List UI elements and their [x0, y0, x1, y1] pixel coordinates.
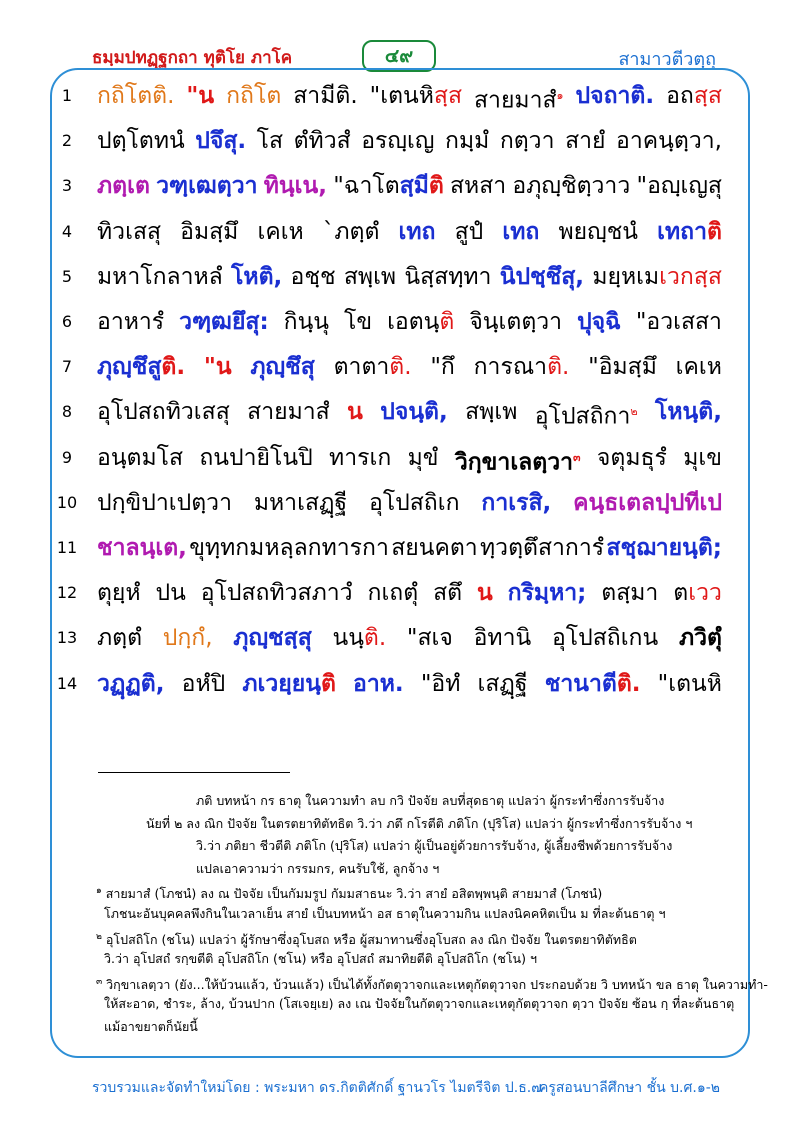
line-number: 9: [61, 447, 73, 467]
word: กถิโตติ.: [97, 83, 175, 109]
line-text: [97, 121, 722, 161]
word: อาห.: [353, 670, 404, 697]
word: มุเข: [683, 444, 722, 471]
line-text: [97, 664, 722, 704]
word: ภุญฺชสฺสุ: [233, 625, 312, 652]
word: สายมาสํ: [247, 399, 330, 426]
word: กตฺวา: [499, 128, 555, 155]
text-line: [0, 438, 800, 478]
text-line: [0, 302, 800, 342]
word: มุขํ: [407, 444, 439, 471]
text-line: [0, 528, 800, 568]
word: อภุญฺชิตฺวาว: [512, 173, 631, 200]
footnote-divider: [98, 772, 290, 773]
footnote-line: $^๓$ วิกฺขาเลตฺวา (ยัง...ให้บ้วนแล้ว, บ้วนแล้ว) เป็นได้ทั้งกัตตุวาจกและเหตุกัตตุวาจก ประกอบด้วย วิ บทหน้า ขล ธาตุ ในความทำ-: [96, 976, 768, 992]
text-line: [0, 664, 800, 704]
line-number: 13: [56, 628, 78, 648]
word: นิสฺสทฺทา: [404, 263, 492, 290]
word: ทินฺเน,: [263, 173, 327, 200]
word: ปกฺขิปาเปตฺวา: [97, 489, 232, 516]
text-line: [0, 257, 800, 297]
word: ปตฺโตทนํ: [97, 128, 185, 155]
line-number: 7: [61, 357, 73, 377]
word: มหาโกลาหลํ: [97, 263, 223, 290]
word: โหติ,: [231, 263, 283, 290]
footnote-line: $^๒$ อุโปสถิโก (ชโน) แปลว่า ผู้รักษาซึ่งอุโบสถ หรือ ผู้สมาทานซึ่งอุโบสถ ลง ณิก ปัจจัย ในตรตยาทิตัทธิต: [96, 931, 637, 947]
word: ภตฺตํ: [97, 625, 143, 652]
footnote-number: ๓: [96, 976, 103, 987]
word: น: [477, 580, 493, 607]
line-text: [97, 347, 722, 387]
line-number: 2: [61, 131, 73, 151]
word: สูปํ: [454, 218, 484, 245]
line-text: [97, 438, 722, 483]
word: สยนคตา: [391, 535, 478, 561]
word: น: [347, 399, 363, 426]
word: อรญฺเญ: [361, 128, 435, 155]
word: สตึ: [433, 580, 463, 607]
word: เอตนฺติ: [387, 309, 455, 335]
word: เคเห: [675, 354, 722, 381]
line-text: [97, 483, 722, 523]
word: ปน: [155, 580, 186, 607]
line-number: 6: [61, 312, 73, 331]
word: "อญฺเญสุ: [636, 173, 722, 200]
line-text: [97, 618, 722, 658]
word: มยฺหเมเวกสฺส: [592, 263, 722, 290]
word: เทถาติ: [657, 218, 722, 245]
word: ปจนฺติ,: [380, 399, 448, 426]
word: อหํปิ: [181, 670, 226, 697]
text-line: [0, 573, 800, 613]
word: นนฺติ.: [332, 625, 387, 652]
word: ถนปายิโนปิ: [199, 444, 313, 471]
footer-teacher: ครูสอนบาลีศึกษา ชั้น บ.ศ.๑-๒: [538, 1080, 720, 1096]
word: กมฺมํ: [445, 128, 490, 155]
line-text: [97, 528, 722, 568]
word: ปกฺกํ,: [162, 625, 213, 652]
word: พยญฺชนํ: [558, 218, 639, 245]
word: สามีติ.: [293, 83, 358, 109]
word: อุโปสถทิวสภาวํ: [200, 580, 353, 607]
footnote-marker: ๓: [573, 450, 581, 464]
word: ภุญฺชึสูติ.: [97, 354, 186, 381]
footnote-line: นัยที่ ๒ ลง ณิก ปัจจัย ในตรตยาทิตัทธิต วิ.ว่า ภตึ กโรตีติ ภติโก (ปุริโส) แปลว่า ผู้กระทำซึ่งการรับจ้าง ฯ: [146, 815, 693, 831]
word: ภวิตุํ: [678, 625, 722, 652]
line-number: 4: [61, 221, 73, 241]
word: เทถ: [502, 218, 540, 245]
word: การณาติ.: [473, 354, 570, 381]
text-line: [0, 392, 800, 432]
word: ชานาตีติ.: [544, 670, 641, 697]
text-line: [0, 76, 800, 116]
line-number: 3: [61, 176, 73, 196]
word: ทฺวตฺตึสาการํ: [480, 535, 605, 561]
footnote-number: ๒: [96, 931, 102, 942]
word: "ฉาโตสฺมีติ: [333, 173, 444, 200]
word: ทิวเสสุ: [97, 218, 162, 245]
word: สายมาสํ$^๑$: [473, 87, 564, 114]
line-number: 1: [61, 86, 73, 105]
footer-compiler: รวบรวมและจัดทำใหม่โดย : พระมหา ดร.กิตติศักดิ์ ฐานวโร ไมตรีจิต ป.ธ.๗: [92, 1080, 542, 1096]
word: ทารเก: [329, 444, 392, 471]
text-line: [0, 618, 800, 658]
word: ตาตาติ.: [333, 354, 412, 381]
word: จินฺเตตฺวา: [469, 309, 563, 335]
word: ปจึสุ.: [195, 128, 247, 155]
word: ตํทิวสํ: [293, 128, 351, 155]
word: "น: [186, 83, 215, 109]
page-number-badge: ๔๙: [362, 40, 436, 72]
line-text: [97, 257, 722, 297]
line-number: 8: [61, 402, 73, 422]
word: ปุจฺฉิ: [577, 309, 621, 335]
word: อุโปสถิกา$^๒$: [534, 404, 638, 431]
text-line: [0, 121, 800, 161]
word: กริมฺหา;: [507, 580, 587, 607]
word: มหาเสฏฺฐี: [253, 489, 348, 516]
line-number: 12: [56, 583, 78, 603]
word: "เตนหิสฺส: [369, 83, 462, 109]
word: กินฺนุ: [283, 309, 330, 335]
line-number: 11: [56, 538, 78, 557]
word: โส: [256, 128, 284, 155]
word: "กึ: [430, 354, 455, 381]
word: กาเรสิ,: [481, 489, 552, 516]
footnote-line: ให้สะอาด, ชำระ, ล้าง, บ้วนปาก (โสเจยฺเย) ลง เณ ปัจจัยในกัตตุวาจกและเหตุกัตตุวาจก ตฺวา ปัจจัย ซ้อน กฺ ที่ละต้นธาตุ: [104, 996, 735, 1012]
word: กเถตุํ: [367, 580, 419, 607]
word: "เตนหิ: [657, 670, 722, 697]
word: กถิโต: [226, 83, 282, 109]
word: อาคนฺตฺวา,: [616, 128, 722, 155]
word: "สเจ: [406, 625, 453, 652]
text-line: [0, 212, 800, 252]
line-text: [97, 392, 722, 437]
text-line: [0, 166, 800, 206]
word: ตเวว: [673, 580, 722, 607]
word: อุโปสถิเก: [369, 489, 460, 516]
word: อิทานิ: [473, 625, 532, 652]
word: ภตฺเต: [97, 173, 150, 200]
word: เทถ: [398, 218, 436, 245]
word: สพฺเพ: [465, 399, 518, 426]
line-text: [97, 573, 722, 613]
header-book-title: ธมฺมปทฏฺฐกถา ทุติโย ภาโค: [92, 48, 293, 68]
word: ปจถาติ.: [575, 83, 655, 109]
word: `ภตฺตํ: [322, 218, 380, 245]
footnote-line: วิ.ว่า อุโปสถํ รกฺขตีติ อุโปสถิโก (ชโน) หรือ อุโปสถํ สมาทิยตีติ อุโปสถิโก (ชโน) ฯ: [104, 951, 537, 967]
line-text: [97, 76, 722, 121]
footnote-line: ภติ บทหน้า กร ธาตุ ในความทำ ลบ กวิ ปัจจัย ลบที่สุดธาตุ แปลว่า ผู้กระทำซึ่งการรับจ้าง: [196, 793, 665, 808]
text-line: [0, 347, 800, 387]
word: โข: [344, 309, 373, 335]
word: อิมสฺมึ: [180, 218, 239, 245]
word: วิกฺขาเลตฺวา$^๓$: [454, 449, 581, 476]
word: ตุยฺหํ: [97, 580, 141, 607]
word: จตุมธุรํ: [596, 444, 667, 471]
word: อุโปสถิเกน: [551, 625, 659, 652]
word: สายํ: [565, 128, 606, 155]
word: นิปชฺชึสุ,: [499, 263, 585, 290]
word: วฑฺฒยึสุ:: [179, 309, 269, 335]
footnote-line: $^๑$ สายมาสํ (โภชนํ) ลง ณ ปัจจัย เป็นกัมมรูป กัมมสาธนะ วิ.ว่า สายํ อสิตพฺพนฺติ สายมาสํ (โภชนํ): [96, 886, 603, 902]
word: ภเวยฺยนฺติ: [242, 670, 336, 697]
word: "อิมสฺมึ: [588, 354, 657, 381]
word: ตสฺมา: [601, 580, 659, 607]
line-number: 14: [56, 673, 78, 693]
footnote-line: แม้อาขยาตก็นัยนี้: [104, 1019, 198, 1034]
header-story-title: สามาวตีวตฺถุ: [618, 49, 716, 70]
text-line: [0, 483, 800, 523]
word: เคเห: [257, 218, 304, 245]
word: อชฺช: [290, 263, 336, 290]
word: อนฺตมโส: [97, 444, 184, 471]
footnote-number: ๑: [96, 886, 102, 897]
word: โหนฺติ,: [655, 399, 722, 426]
line-text: [97, 166, 722, 206]
word: สหสา: [450, 173, 507, 200]
word: อถสฺส: [666, 83, 722, 109]
line-number: 10: [56, 492, 78, 512]
line-number: 5: [61, 266, 73, 286]
footnote-line: วิ.ว่า ภติยา ชีวตีติ ภติโก (ปุริโส) แปลว่า ผู้เป็นอยู่ด้วยการรับจ้าง, ผู้เลี้ยงชีพด้วยการรับจ้าง: [196, 838, 673, 854]
word: เสฏฺฐี: [477, 670, 528, 697]
footnote-line: แปลเอาความว่า กรรมกร, คนรับใช้, ลูกจ้าง ฯ: [196, 860, 440, 876]
word: คนฺธเตลปฺปทีเป: [573, 489, 722, 516]
line-text: [97, 302, 722, 342]
footnote-marker: ๑: [556, 89, 564, 102]
word: "อิทํ: [420, 670, 461, 697]
word: สชฺฌายนฺติ;: [606, 535, 722, 561]
word: ภุญฺชึสุ: [250, 354, 315, 381]
word: ขุทฺทกมหลฺลกทารกา: [189, 535, 389, 561]
word: วฏฺฏติ,: [97, 670, 165, 697]
word: ชาลนฺเต,: [97, 535, 187, 561]
word: อุโปสถทิวเสสุ: [97, 399, 230, 426]
word: "น: [203, 354, 232, 381]
word: สพฺเพ: [343, 263, 397, 290]
footnote-marker: ๒: [630, 405, 638, 419]
word: อาหารํ: [97, 309, 165, 335]
word: วฑฺเฒตฺวา: [156, 173, 258, 200]
word: "อวเสสา: [635, 309, 722, 335]
footnote-line: โภชนะอันบุคคลพึงกินในเวลาเย็น สายํ เป็นบทหน้า อส ธาตุในความกิน แปลงนิคคหิตเป็น ม ที่ละต้นธาตุ ฯ: [104, 906, 666, 921]
line-text: [97, 212, 722, 252]
